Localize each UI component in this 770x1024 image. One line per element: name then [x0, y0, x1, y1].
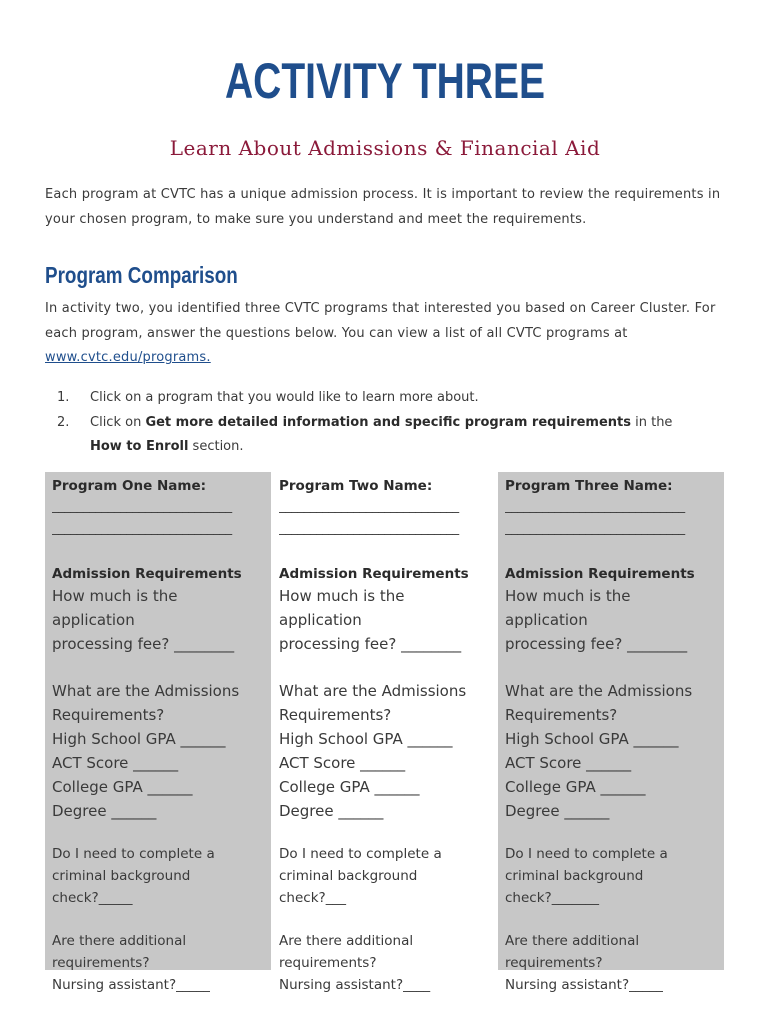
college-gpa-field[interactable]: College GPA ______ — [52, 778, 193, 796]
additional-requirements-question: Are there additional — [505, 933, 640, 949]
step-bold-text-enroll: How to Enroll — [90, 439, 189, 454]
nursing-assistant-field[interactable]: Nursing assistant?_____ — [52, 977, 210, 993]
program-name-field[interactable]: _____________________________ — [52, 499, 232, 514]
fee-answer-field[interactable]: processing fee? ________ — [52, 635, 235, 653]
admission-requirements-heading: Admission Requirements — [505, 566, 695, 582]
fee-question: How much is the application — [279, 587, 405, 629]
background-check-question: criminal background — [52, 868, 191, 884]
act-score-field[interactable]: ACT Score ______ — [52, 754, 179, 772]
college-gpa-field[interactable]: College GPA ______ — [279, 778, 420, 796]
program-two-column — [272, 472, 498, 993]
programs-link[interactable]: www.cvtc.edu/programs. — [45, 350, 211, 365]
step-text — [90, 411, 690, 460]
program-name-field[interactable]: _____________________________ — [52, 521, 232, 536]
instruction-list — [45, 386, 735, 460]
list-item — [45, 386, 735, 411]
additional-requirements-question: requirements? — [505, 955, 603, 971]
background-check-question: Do I need to complete a — [279, 846, 442, 862]
nursing-assistant-field[interactable]: Nursing assistant?____ — [279, 977, 431, 993]
step-text-post: section. — [188, 439, 244, 454]
degree-field[interactable]: Degree ______ — [52, 802, 157, 820]
program-name-field[interactable]: _____________________________ — [279, 499, 459, 514]
fee-answer-field[interactable]: processing fee? ________ — [279, 635, 462, 653]
act-score-field[interactable]: ACT Score ______ — [505, 754, 632, 772]
admissions-question: What are the Admissions — [279, 682, 467, 700]
step-text-mid: in the — [630, 414, 673, 430]
step-number: 2. — [57, 414, 70, 430]
program-three-column — [498, 472, 724, 993]
additional-requirements-question: Are there additional — [52, 933, 187, 949]
program-name-field[interactable]: _____________________________ — [505, 521, 685, 536]
fee-question: How much is the application — [505, 587, 631, 629]
admissions-question: Requirements? — [505, 706, 618, 724]
fee-answer-field[interactable]: processing fee? ________ — [505, 635, 688, 653]
list-item — [45, 411, 735, 460]
section-paragraph — [45, 297, 735, 371]
section-heading: Program Comparison — [45, 262, 238, 288]
admission-requirements-heading: Admission Requirements — [52, 566, 242, 582]
fee-question: How much is the application — [52, 587, 178, 629]
act-score-field[interactable]: ACT Score ______ — [279, 754, 406, 772]
degree-field[interactable]: Degree ______ — [505, 802, 610, 820]
step-text: Click on a program that you would like to learn more about. — [90, 390, 479, 405]
background-check-question: criminal background — [505, 868, 644, 884]
page-title: ACTIVITY THREE — [225, 53, 545, 109]
background-check-field[interactable]: check?_______ — [505, 890, 599, 906]
program-name-label: Program Two Name: — [279, 478, 433, 494]
admissions-question: What are the Admissions — [505, 682, 693, 700]
hs-gpa-field[interactable]: High School GPA ______ — [52, 730, 226, 748]
program-name-field[interactable]: _____________________________ — [279, 521, 459, 536]
admissions-question: What are the Admissions — [52, 682, 240, 700]
program-name-label: Program One Name: — [52, 478, 206, 494]
hs-gpa-field[interactable]: High School GPA ______ — [505, 730, 679, 748]
background-check-field[interactable]: check?_____ — [52, 890, 133, 906]
additional-requirements-question: requirements? — [52, 955, 150, 971]
section-text: In activity two, you identified three CVTC programs that interested you based on Career Cluster. For each program, answer the questions below. You can view a list of all CVTC programs at — [45, 301, 716, 341]
background-check-question: criminal background — [279, 868, 418, 884]
nursing-assistant-field[interactable]: Nursing assistant?_____ — [505, 977, 663, 993]
intro-paragraph: Each program at CVTC has a unique admission process. It is important to review the requirements in your chosen program, to make sure you understand and meet the requirements. — [45, 187, 721, 227]
college-gpa-field[interactable]: College GPA ______ — [505, 778, 646, 796]
additional-requirements-question: Are there additional — [279, 933, 414, 949]
program-one-column — [45, 472, 271, 993]
page-subtitle: Learn About Admissions & Financial Aid — [169, 136, 601, 160]
step-text-pre: Click on — [90, 414, 146, 430]
hs-gpa-field[interactable]: High School GPA ______ — [279, 730, 453, 748]
background-check-field[interactable]: check?___ — [279, 890, 346, 906]
program-name-field[interactable]: _____________________________ — [505, 499, 685, 514]
admission-requirements-heading: Admission Requirements — [279, 566, 469, 582]
program-name-label: Program Three Name: — [505, 478, 673, 494]
background-check-question: Do I need to complete a — [505, 846, 668, 862]
additional-requirements-question: requirements? — [279, 955, 377, 971]
admissions-question: Requirements? — [52, 706, 165, 724]
admissions-question: Requirements? — [279, 706, 392, 724]
degree-field[interactable]: Degree ______ — [279, 802, 384, 820]
background-check-question: Do I need to complete a — [52, 846, 215, 862]
step-bold-text: Get more detailed information and specific program requirements — [145, 414, 631, 430]
step-number: 1. — [57, 390, 70, 405]
